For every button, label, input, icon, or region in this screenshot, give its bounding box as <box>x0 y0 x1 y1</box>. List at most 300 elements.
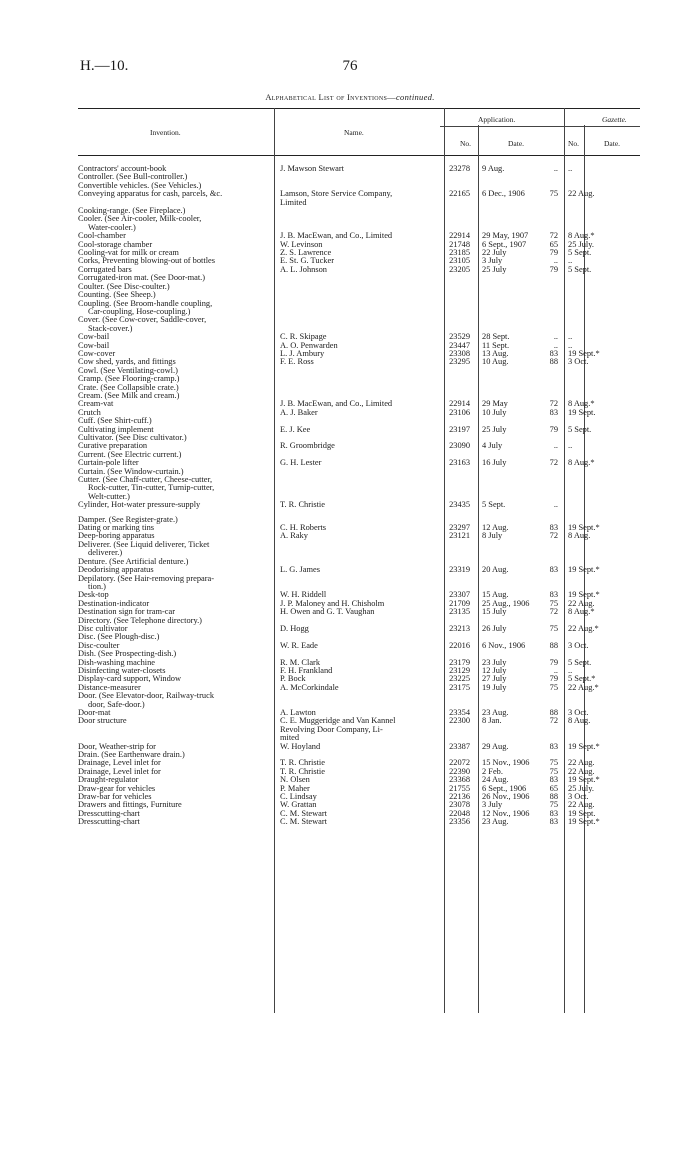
table-row <box>78 768 640 776</box>
gazette-number <box>540 375 560 383</box>
gazette-date: 8 Aug.* <box>568 232 595 241</box>
gazette-number <box>540 300 560 308</box>
gazette-date <box>560 274 640 282</box>
name-cell <box>274 224 440 232</box>
application-number <box>440 650 474 658</box>
gazette-number <box>540 701 560 709</box>
invention-cell: Cramp. (See Flooring-cramp.) <box>78 375 180 384</box>
application-date: 8 July <box>482 532 503 541</box>
application-number <box>440 558 474 566</box>
invention-cell: Curtain. (See Window-curtain.) <box>78 467 184 476</box>
invention-cell: Denture. (See Artificial denture.) <box>78 557 189 566</box>
invention-cell: Disinfecting water-closets <box>78 666 166 675</box>
application-number: 22165 <box>449 190 470 199</box>
table-row <box>78 358 640 366</box>
table-row <box>78 333 640 341</box>
application-number: 22390 <box>449 767 470 776</box>
gazette-number: 83 <box>549 349 558 358</box>
gazette-date: .. <box>568 333 573 342</box>
name-cell <box>274 283 440 291</box>
table-row <box>78 709 640 717</box>
application-date: 13 Aug. <box>482 349 509 358</box>
invention-cell: Coupling. (See Broom-handle coupling, <box>78 299 213 308</box>
name-cell: G. H. Lester <box>280 459 322 468</box>
name-cell: A. Raky <box>280 532 308 541</box>
gazette-number: 83 <box>549 408 558 417</box>
gazette-number: 72 <box>549 459 558 468</box>
application-number <box>440 300 474 308</box>
invention-cell: deliverer.) <box>88 549 123 558</box>
application-number: 23308 <box>449 349 470 358</box>
application-number: 22914 <box>449 400 470 409</box>
invention-cell: Drainage, Level inlet for <box>78 759 161 768</box>
application-date <box>474 300 540 308</box>
application-date <box>474 325 540 333</box>
gazette-number: .. <box>553 501 558 510</box>
application-number <box>440 734 474 742</box>
application-number <box>440 283 474 291</box>
invention-cell: Cuff. (See Shirt-cuff.) <box>78 417 152 426</box>
application-rule <box>440 126 564 127</box>
name-cell: C. R. Skipage <box>280 333 327 342</box>
gazette-number: 75 <box>549 801 558 810</box>
gazette-number: 83 <box>549 566 558 575</box>
application-date <box>474 291 540 299</box>
table-row <box>78 434 640 442</box>
gazette-number: 79 <box>549 265 558 274</box>
invention-cell: Cow shed, yards, and fittings <box>78 358 176 367</box>
name-cell <box>274 617 440 625</box>
name-cell <box>274 633 440 641</box>
application-date: 22 July <box>482 249 507 258</box>
invention-cell: Drain. (See Earthenware drain.) <box>78 751 185 760</box>
application-date <box>474 417 540 425</box>
application-date <box>474 434 540 442</box>
table-row <box>78 459 640 467</box>
application-date: 28 Sept. <box>482 333 510 342</box>
name-cell <box>274 692 440 700</box>
application-number: 23307 <box>449 591 470 600</box>
application-number: 23175 <box>449 683 470 692</box>
gazette-number: 79 <box>549 658 558 667</box>
application-number <box>440 484 474 492</box>
name-cell: L. G. James <box>280 566 321 575</box>
application-date <box>474 633 540 641</box>
application-date: 25 July <box>482 425 507 434</box>
invention-cell: Cooler. (See Air-cooler, Milk-cooler, <box>78 215 202 224</box>
column-app-date: Date. <box>508 139 525 148</box>
application-number <box>440 199 474 207</box>
gazette-number: 72 <box>549 717 558 726</box>
gazette-date: 8 Aug.* <box>568 608 595 617</box>
application-date <box>474 316 540 324</box>
invention-cell: Cream. (See Milk and cream.) <box>78 391 180 400</box>
gazette-date: 19 Sept.* <box>568 349 600 358</box>
name-cell: A. J. Baker <box>280 408 318 417</box>
table-row <box>78 501 640 509</box>
gazette-date: 19 Sept.* <box>568 776 600 785</box>
invention-cell <box>78 734 274 742</box>
application-date <box>474 516 540 524</box>
gazette-number: 83 <box>549 742 558 751</box>
gazette-date: 19 Sept.* <box>568 742 600 751</box>
application-number: 23354 <box>449 709 470 717</box>
invention-cell: Drainage, Level inlet for <box>78 767 161 776</box>
application-date: 5 Sept. <box>482 501 506 510</box>
invention-cell: Damper. (See Register-grate.) <box>78 515 178 524</box>
application-date <box>474 726 540 734</box>
application-number: 23387 <box>449 742 470 751</box>
application-date <box>474 468 540 476</box>
gazette-number <box>540 207 560 215</box>
gazette-date <box>560 734 640 742</box>
table-row <box>78 692 640 700</box>
table-row <box>78 493 640 501</box>
name-cell: J. Mawson Stewart <box>280 165 344 173</box>
application-date <box>474 692 540 700</box>
application-date <box>474 367 540 375</box>
gazette-date <box>560 575 640 583</box>
column-gazette: Gazette. <box>602 115 627 124</box>
gazette-number: 72 <box>549 232 558 241</box>
invention-cell: Cool-chamber <box>78 232 126 241</box>
invention-cell: Welt-cutter.) <box>88 492 130 501</box>
invention-cell: Counting. (See Sheep.) <box>78 291 156 300</box>
invention-cell: Corrugated-iron mat. (See Door-mat.) <box>78 274 206 283</box>
gazette-date: .. <box>568 257 573 266</box>
name-cell <box>274 316 440 324</box>
gazette-number: 72 <box>549 608 558 617</box>
table-row <box>78 224 640 232</box>
application-date: 15 July <box>482 608 507 617</box>
name-cell: Limited <box>280 198 307 207</box>
name-cell: Revolving Door Company, Li- <box>280 725 383 734</box>
name-cell: C. Lindsay <box>280 793 317 802</box>
invention-cell: Coulter. (See Disc-coulter.) <box>78 282 170 291</box>
document-reference: H.—10. <box>80 58 129 74</box>
name-cell: W. Hoyland <box>280 742 321 751</box>
application-number <box>440 575 474 583</box>
name-cell: mited <box>280 734 300 743</box>
gazette-date: 3 Oct. <box>568 641 589 650</box>
gazette-number <box>540 215 560 223</box>
table-row <box>78 442 640 450</box>
name-cell <box>274 549 440 557</box>
name-cell: A. O. Penwarden <box>280 341 338 350</box>
invention-cell: Cultivator. (See Disc cultivator.) <box>78 434 187 442</box>
table-row <box>78 375 640 383</box>
invention-cell <box>78 199 274 207</box>
table-row <box>78 300 640 308</box>
gazette-date: 22 Aug. <box>568 190 595 199</box>
table-row <box>78 165 640 173</box>
gazette-date <box>560 283 640 291</box>
gazette-date: 8 Aug.* <box>568 400 595 409</box>
gazette-number <box>540 558 560 566</box>
table-row <box>78 667 640 675</box>
application-number: 23135 <box>449 608 470 617</box>
name-cell: R. Groombridge <box>280 442 335 451</box>
gazette-date <box>560 182 640 190</box>
table-row <box>78 182 640 190</box>
name-cell: T. R. Christie <box>280 767 325 776</box>
gazette-date <box>560 384 640 392</box>
application-date: 3 July <box>482 801 503 810</box>
gazette-date <box>560 207 640 215</box>
gazette-date: 22 Aug. <box>568 599 595 608</box>
invention-cell: Water-cooler.) <box>88 223 136 232</box>
application-number <box>440 468 474 476</box>
application-number: 22048 <box>449 809 470 818</box>
application-number: 23368 <box>449 776 470 785</box>
gazette-date: 19 Sept.* <box>568 566 600 575</box>
gazette-date: 3 Oct. <box>568 358 589 367</box>
invention-cell: Dating or marking tins <box>78 524 155 533</box>
gazette-date: .. <box>568 442 573 451</box>
application-number <box>440 583 474 591</box>
name-cell <box>274 215 440 223</box>
application-number: 23185 <box>449 249 470 258</box>
table-row <box>78 701 640 709</box>
application-number: 23105 <box>449 257 470 266</box>
invention-cell: Convertible vehicles. (See Vehicles.) <box>78 181 202 190</box>
name-cell <box>274 583 440 591</box>
name-cell <box>274 300 440 308</box>
application-date: 12 Nov., 1906 <box>482 809 530 818</box>
application-date: 27 July <box>482 675 507 684</box>
gazette-date <box>560 173 640 181</box>
gazette-number <box>540 173 560 181</box>
application-date <box>474 375 540 383</box>
invention-cell: Destination sign for tram-car <box>78 608 175 617</box>
column-app-no: No. <box>460 139 472 148</box>
application-date <box>474 701 540 709</box>
gazette-number: 83 <box>549 809 558 818</box>
gazette-number: .. <box>553 666 558 675</box>
invention-cell <box>78 726 274 734</box>
name-cell <box>274 493 440 501</box>
name-cell <box>274 434 440 442</box>
application-date: 29 May, 1907 <box>482 232 529 241</box>
name-cell <box>274 392 440 400</box>
table-row <box>78 684 640 692</box>
application-number <box>440 692 474 700</box>
application-number <box>440 633 474 641</box>
gazette-date: 3 Oct. <box>568 793 589 802</box>
gazette-number <box>540 692 560 700</box>
application-date <box>474 583 540 591</box>
invention-cell: Cow-cover <box>78 349 116 358</box>
gazette-date: 5 Sept. <box>568 249 592 258</box>
table-row <box>78 734 640 742</box>
application-number <box>440 617 474 625</box>
name-cell: N. Olsen <box>280 776 310 785</box>
invention-cell: Draw-gear for vehicles <box>78 784 156 793</box>
name-cell: C. E. Muggeridge and Van Kannel <box>280 717 396 726</box>
name-cell: J. B. MacEwan, and Co., Limited <box>280 400 393 409</box>
gazette-number: .. <box>553 165 558 173</box>
table-row <box>78 316 640 324</box>
application-date <box>474 493 540 501</box>
table-row <box>78 717 640 725</box>
gazette-number: 83 <box>549 591 558 600</box>
table-row <box>78 608 640 616</box>
invention-cell: Cutter. (See Chaff-cutter, Cheese-cutter, <box>78 476 213 485</box>
application-number <box>440 316 474 324</box>
table-row <box>78 549 640 557</box>
name-cell <box>274 291 440 299</box>
gazette-date: 25 July. <box>568 784 594 793</box>
application-number <box>440 375 474 383</box>
page-number: 76 <box>342 58 358 74</box>
name-cell: Lamson, Store Service Company, <box>280 190 393 199</box>
gazette-date: 22 Aug. <box>568 801 595 810</box>
table-row <box>78 400 640 408</box>
gazette-number <box>540 734 560 742</box>
gazette-number: 72 <box>549 400 558 409</box>
gazette-number <box>540 283 560 291</box>
gazette-date <box>560 650 640 658</box>
invention-cell: Dresscutting-chart <box>78 809 140 818</box>
gazette-number: 88 <box>549 793 558 802</box>
application-number <box>440 434 474 442</box>
gazette-date <box>560 224 640 232</box>
name-cell: D. Hogg <box>280 624 309 633</box>
application-date <box>474 650 540 658</box>
application-number: 22914 <box>449 232 470 241</box>
table-row <box>78 751 640 759</box>
application-date <box>474 207 540 215</box>
gazette-number <box>540 434 560 442</box>
gazette-date <box>560 392 640 400</box>
invention-cell: Cover. (See Cow-cover, Saddle-cover, <box>78 316 207 325</box>
invention-cell: Conveying apparatus for cash, parcels, &c. <box>78 190 223 199</box>
table-row <box>78 392 640 400</box>
table-row <box>78 583 640 591</box>
table-row <box>78 516 640 524</box>
gazette-number: 79 <box>549 425 558 434</box>
gazette-number: 83 <box>549 818 558 827</box>
name-cell <box>274 516 440 524</box>
application-number <box>440 384 474 392</box>
inventions-table-body <box>78 165 640 827</box>
gazette-number <box>540 392 560 400</box>
gazette-date <box>560 316 640 324</box>
invention-cell: Deodorising apparatus <box>78 566 154 575</box>
application-date: 8 Jan. <box>482 717 502 726</box>
gazette-number <box>540 468 560 476</box>
gazette-number: 75 <box>549 599 558 608</box>
application-number: 23179 <box>449 658 470 667</box>
gazette-date: 5 Sept. <box>568 265 592 274</box>
gazette-number <box>540 476 560 484</box>
invention-cell: Cow-bail <box>78 333 110 342</box>
table-row <box>78 173 640 181</box>
application-number: 23295 <box>449 358 470 367</box>
invention-cell: Destination-indicator <box>78 599 150 608</box>
gazette-date <box>560 367 640 375</box>
table-row <box>78 241 640 249</box>
gazette-date: 8 Aug. <box>568 532 591 541</box>
table-row <box>78 776 640 784</box>
name-cell: T. R. Christie <box>280 759 325 768</box>
gazette-number <box>540 484 560 492</box>
name-cell <box>274 701 440 709</box>
name-cell <box>274 541 440 549</box>
application-number <box>440 701 474 709</box>
table-row <box>78 426 640 434</box>
name-cell: P. Bock <box>280 675 306 684</box>
application-number: 22072 <box>449 759 470 768</box>
table-row <box>78 325 640 333</box>
gazette-date <box>560 583 640 591</box>
application-date: 6 Dec., 1906 <box>482 190 525 199</box>
gazette-number: 72 <box>549 532 558 541</box>
name-cell: W. H. Riddell <box>280 591 327 600</box>
application-number: 22016 <box>449 641 470 650</box>
application-number <box>440 325 474 333</box>
table-row <box>78 232 640 240</box>
application-number <box>440 392 474 400</box>
invention-cell: Rock-cutter, Tin-cutter, Turnip-cutter, <box>88 484 215 493</box>
name-cell: P. Maher <box>280 784 310 793</box>
application-date: 23 Aug. <box>482 818 509 827</box>
application-date <box>474 215 540 223</box>
table-row <box>78 468 640 476</box>
application-number: 23106 <box>449 408 470 417</box>
table-row <box>78 675 640 683</box>
name-cell: C. H. Roberts <box>280 524 327 533</box>
invention-cell: Door-mat <box>78 709 111 717</box>
gazette-number: 88 <box>549 641 558 650</box>
gazette-number: .. <box>553 333 558 342</box>
table-row <box>78 291 640 299</box>
application-date <box>474 558 540 566</box>
gazette-date <box>560 493 640 501</box>
gazette-number <box>540 726 560 734</box>
table-row <box>78 801 640 809</box>
invention-cell: Display-card support, Window <box>78 675 182 684</box>
application-number: 23163 <box>449 459 470 468</box>
gazette-rule <box>564 126 640 127</box>
application-number <box>440 493 474 501</box>
name-cell <box>274 417 440 425</box>
table-row <box>78 785 640 793</box>
application-date <box>474 308 540 316</box>
application-number: 23129 <box>449 666 470 675</box>
gazette-date <box>560 199 640 207</box>
gazette-date: 8 Aug.* <box>568 459 595 468</box>
gazette-number: 75 <box>549 759 558 768</box>
invention-cell: Disc. (See Plough-disc.) <box>78 633 160 642</box>
application-number: 23090 <box>449 442 470 451</box>
invention-cell: Controller. (See Bull-controller.) <box>78 173 188 182</box>
application-date: 29 Aug. <box>482 742 509 751</box>
gazette-number: 75 <box>549 624 558 633</box>
gazette-number <box>540 367 560 375</box>
name-cell: T. R. Christie <box>280 501 325 510</box>
application-date: 15 Nov., 1906 <box>482 759 530 768</box>
application-date: 9 Aug. <box>482 165 505 173</box>
table-row <box>78 793 640 801</box>
invention-cell: door, Safe-door.) <box>88 700 145 709</box>
gazette-date: 22 Aug.* <box>568 683 599 692</box>
invention-cell: Stack-cover.) <box>88 324 133 333</box>
application-number: 23225 <box>449 675 470 684</box>
gazette-number: .. <box>553 257 558 266</box>
table-row <box>78 484 640 492</box>
gazette-number <box>540 291 560 299</box>
